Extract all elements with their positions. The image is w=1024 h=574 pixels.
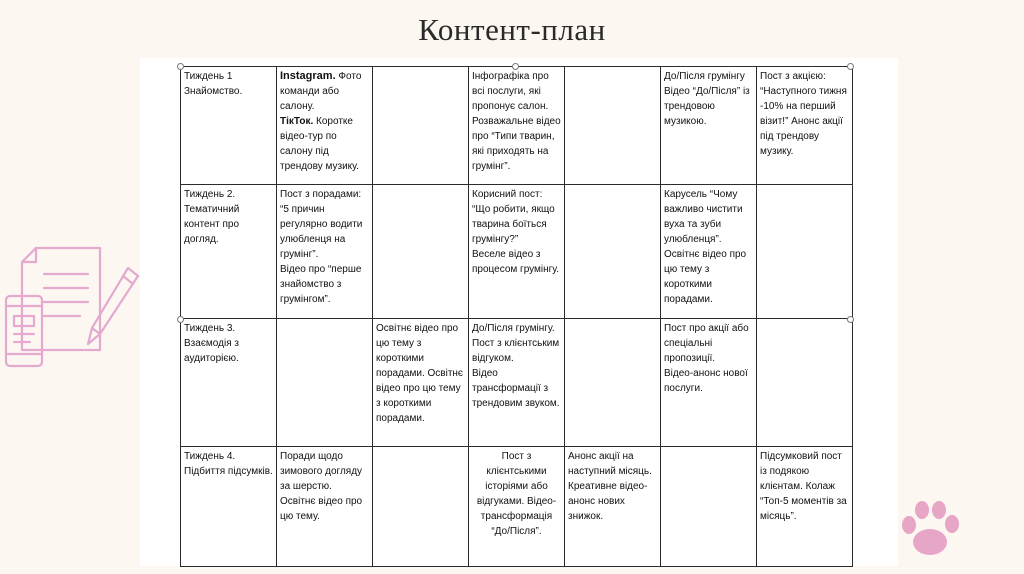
plan-cell[interactable]	[661, 67, 757, 185]
week-label: Знайомство.	[184, 86, 243, 97]
plan-cell[interactable]	[277, 319, 373, 447]
week-label: Тематичний контент про догляд.	[184, 204, 240, 245]
table-row	[181, 67, 853, 185]
cell-text: До/Після грумінгу.	[472, 323, 555, 334]
week-label: Взаємодія з аудиторією.	[184, 338, 239, 364]
cell-text: Пост з клієнтськими історіями або відгуками. Відео-трансформація “До/Після”.	[476, 451, 557, 537]
table-row	[181, 319, 853, 447]
resize-handle[interactable]	[847, 316, 854, 323]
resize-handle[interactable]	[177, 63, 184, 70]
cell-text: Освітнє відео про цю тему з короткими порадами. Освітнє відео про цю тему з короткими порадами.	[376, 323, 464, 424]
cell-text: Інфографіка про всі послуги, які пропонує салон. Розважальне відео про “Типи тварин, які приходять на грумінг”.	[472, 71, 561, 172]
cell-text: Веселе відео з процесом грумінгу.	[472, 249, 560, 275]
plan-cell[interactable]	[661, 447, 757, 567]
table-row	[181, 185, 853, 319]
plan-cell[interactable]	[757, 185, 853, 319]
plan-cell[interactable]	[661, 319, 757, 447]
week-cell[interactable]	[181, 319, 277, 447]
document-pen-phone-icon	[0, 238, 146, 374]
plan-cell[interactable]	[373, 447, 469, 567]
plan-cell[interactable]	[565, 447, 661, 567]
platform-label: Instagram.	[280, 70, 336, 82]
week-label: Підбиття підсумків.	[184, 466, 273, 477]
week-label: Тиждень 4.	[184, 451, 236, 462]
plan-cell[interactable]	[757, 447, 853, 567]
cell-text: Корисний пост: “Що робити, якщо тварина боїться грумінгу?”	[472, 189, 555, 245]
content-plan-sheet	[140, 58, 898, 566]
plan-cell[interactable]	[469, 185, 565, 319]
table-row	[181, 447, 853, 567]
cell-text: Пост про акції або спеціальні пропозиції.	[664, 323, 749, 364]
plan-cell[interactable]	[661, 185, 757, 319]
cell-text: Анонс акції на наступний місяць. Креативне відео-анонс нових знижок.	[568, 451, 652, 522]
plan-cell[interactable]	[757, 67, 853, 185]
cell-text: До/Після грумінгу Відео “До/Після” із трендовою музикою.	[664, 71, 750, 127]
platform-label: ТікТок.	[280, 116, 314, 127]
plan-cell[interactable]	[469, 67, 565, 185]
plan-cell[interactable]	[373, 67, 469, 185]
cell-text: Фото команди або салону.	[280, 71, 362, 112]
plan-cell[interactable]	[373, 319, 469, 447]
cell-text: Відео трансформації з трендовим звуком.	[472, 368, 560, 409]
plan-cell[interactable]	[277, 447, 373, 567]
cell-text: Пост з клієнтським відгуком.	[472, 338, 560, 364]
plan-cell[interactable]	[565, 67, 661, 185]
cell-text: Відео про “перше знайомство з грумінгом”.	[280, 264, 362, 305]
plan-cell[interactable]	[373, 185, 469, 319]
content-plan-table	[180, 66, 853, 567]
cell-text: Відео-анонс нової послуги.	[664, 368, 748, 394]
plan-cell[interactable]	[277, 185, 373, 319]
plan-cell[interactable]	[469, 319, 565, 447]
week-label: Тиждень 3.	[184, 323, 236, 334]
week-label: Тиждень 2.	[184, 189, 236, 200]
week-cell[interactable]	[181, 185, 277, 319]
week-label: Тиждень 1	[184, 71, 233, 82]
resize-handle[interactable]	[177, 316, 184, 323]
cell-text: Карусель “Чому важливо чистити вуха та зуби улюбленця”. Освітнє відео про цю тему з короткими порадами.	[664, 189, 747, 305]
cell-text: Пост з акцією: “Наступного тижня -10% на перший візит!” Анонс акції під трендову музику.	[760, 71, 847, 157]
plan-cell[interactable]	[277, 67, 373, 185]
cell-text: Пост з порадами: “5 причин регулярно водити улюбленця на грумінг”.	[280, 189, 363, 260]
plan-cell[interactable]	[565, 319, 661, 447]
paw-print-icon	[898, 498, 964, 560]
plan-cell[interactable]	[565, 185, 661, 319]
week-cell[interactable]	[181, 447, 277, 567]
plan-cell[interactable]	[757, 319, 853, 447]
week-cell[interactable]	[181, 67, 277, 185]
resize-handle[interactable]	[847, 63, 854, 70]
plan-cell[interactable]	[469, 447, 565, 567]
cell-text: Поради щодо зимового догляду за шерстю. Освітнє відео про цю тему.	[280, 451, 363, 522]
resize-handle[interactable]	[512, 63, 519, 70]
cell-text: Підсумковий пост із подякою клієнтам. Колаж “Топ-5 моментів за місяць”.	[760, 451, 847, 522]
page-title: Контент-план	[418, 12, 606, 47]
cell-text: Коротке відео-тур по салону під трендову музику.	[280, 116, 359, 172]
